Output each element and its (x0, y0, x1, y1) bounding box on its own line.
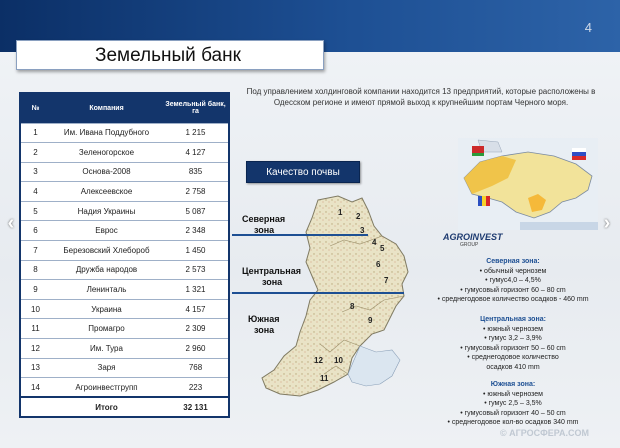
map-number: 8 (350, 302, 355, 311)
row-land: 1 450 (163, 241, 229, 261)
row-company: Еврос (50, 221, 163, 241)
flag-icon (572, 152, 586, 156)
row-number: 6 (20, 221, 50, 241)
map-number: 3 (360, 226, 365, 235)
map-number: 1 (338, 208, 343, 217)
row-land: 1 321 (163, 280, 229, 300)
south-zone-description: Южная зона: • южный чернозем • гумус 2,5 – 3,5% • гумусовый горизонт 40 – 50 cm • среднегодовое кол-во осадков 340 mm (447, 381, 579, 427)
row-number: 13 (20, 358, 50, 378)
row-land: 4 127 (163, 143, 229, 163)
map-number: 5 (380, 244, 385, 253)
row-company: Им. Ивана Поддубного (50, 123, 163, 143)
black-sea (520, 222, 598, 230)
flag-icon (572, 156, 586, 160)
prev-slide-button[interactable]: ‹ (7, 212, 15, 234)
map-number: 10 (334, 356, 343, 365)
row-land: 2 309 (163, 319, 229, 339)
header-number: № (20, 93, 50, 123)
row-number: 14 (20, 378, 50, 398)
row-land: 2 960 (163, 339, 229, 359)
map-number: 6 (376, 260, 381, 269)
map-number: 2 (356, 212, 361, 221)
row-company: Дружба народов (50, 260, 163, 280)
row-land: 2 758 (163, 182, 229, 202)
map-number: 11 (320, 374, 329, 383)
flag-icon (472, 153, 484, 156)
row-company: Основа-2008 (50, 162, 163, 182)
row-number: 10 (20, 299, 50, 319)
row-land: 5 087 (163, 201, 229, 221)
row-number: 12 (20, 339, 50, 359)
header-company: Компания (50, 93, 163, 123)
row-company: Промагро (50, 319, 163, 339)
row-number: 5 (20, 201, 50, 221)
row-land: 2 348 (163, 221, 229, 241)
row-company: Ленинталь (50, 280, 163, 300)
row-company: Алексеевское (50, 182, 163, 202)
agroinvest-logo-sub: GROUP (460, 242, 479, 248)
flag-icon (482, 196, 486, 206)
flag-icon (478, 196, 482, 206)
row-number: 9 (20, 280, 50, 300)
flag-icon (572, 148, 586, 152)
south-zone-label: Южная зона (248, 314, 280, 335)
row-number: 3 (20, 162, 50, 182)
north-zone-description: Северная зона: • обычный чернозем • гумус4,0 – 4,5% • гумусовый горизонт 60 – 80 cm • среднегодовое количество осадков - 460 mm (437, 258, 589, 304)
total-label: Итого (50, 397, 163, 417)
agroinvest-logo: AGROINVEST (443, 232, 503, 242)
row-land: 4 157 (163, 299, 229, 319)
row-company: Агроинвестгрупп (50, 378, 163, 398)
row-number: 1 (20, 123, 50, 143)
central-zone-divider (232, 292, 404, 294)
row-land: 2 573 (163, 260, 229, 280)
header-land: Земельный банк, га (163, 93, 229, 123)
total-value: 32 131 (163, 397, 229, 417)
row-company: Березовский Хлебороб (50, 241, 163, 261)
flag-icon (472, 146, 484, 153)
row-land: 835 (163, 162, 229, 182)
row-land: 1 215 (163, 123, 229, 143)
row-number: 2 (20, 143, 50, 163)
row-company: Заря (50, 358, 163, 378)
row-number: 4 (20, 182, 50, 202)
row-number: 11 (20, 319, 50, 339)
row-company: Им. Тура (50, 339, 163, 359)
row-company: Украина (50, 299, 163, 319)
row-company: Зеленогорское (50, 143, 163, 163)
north-zone-label: Северная зона (242, 214, 286, 235)
row-number: 8 (20, 260, 50, 280)
row-land: 223 (163, 378, 229, 398)
central-zone-description: Центральная зона: • южный чернозем • гумус 3,2 – 3,9% • гумусовый горизонт 50 – 60 cm • среднегодовое количество осадков 410 mm (460, 316, 566, 371)
map-number: 12 (314, 356, 323, 365)
row-land: 768 (163, 358, 229, 378)
map-number: 9 (368, 316, 373, 325)
row-number: 7 (20, 241, 50, 261)
next-slide-button[interactable]: › (603, 212, 611, 234)
ukraine-map (458, 138, 598, 230)
central-zone-label: Центральная зона (242, 266, 301, 287)
flag-icon (486, 196, 490, 206)
map-number: 7 (384, 276, 389, 285)
soil-quality-button[interactable]: Качество почвы (246, 161, 360, 183)
row-company: Надия Украины (50, 201, 163, 221)
page-number: 4 (584, 20, 592, 35)
intro-text: Под управлением холдинговой компании находится 13 предприятий, которые расположены в Одесском регионе и имеют прямой выход к крупнейшим портам Черного моря. (246, 87, 596, 107)
page-title: Земельный банк (95, 45, 241, 66)
watermark: © АГРОСФЕРА.COM (500, 428, 590, 438)
map-number: 4 (372, 238, 377, 247)
